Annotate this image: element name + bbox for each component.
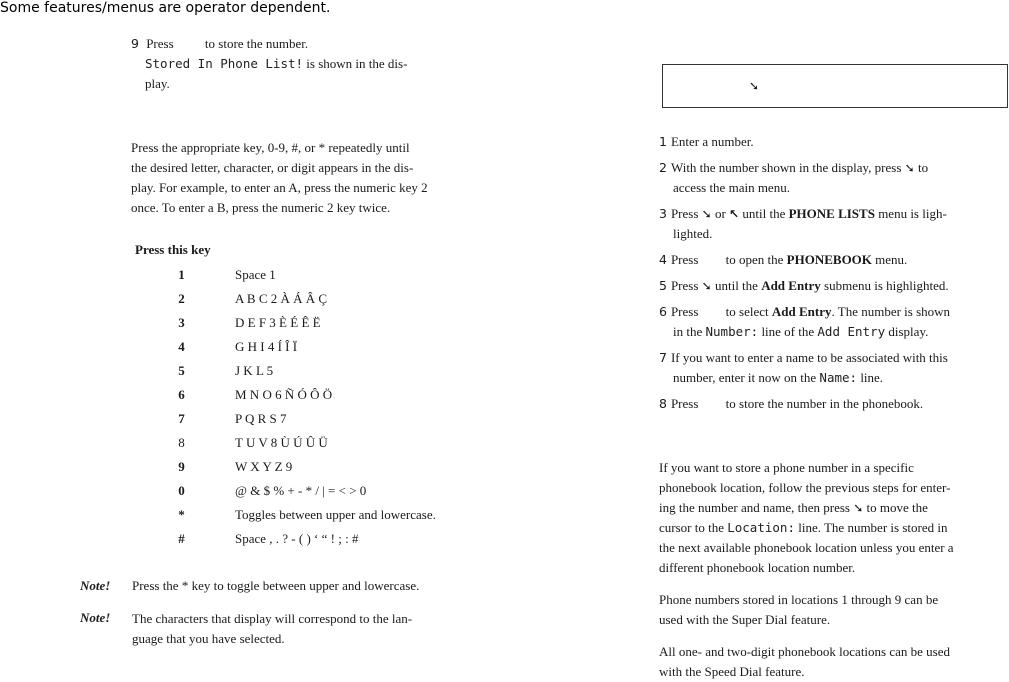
chars-cell: Space , . ? - ( ) ‘ “ ! ; : # <box>235 531 359 546</box>
step-text: Press <box>670 304 699 319</box>
step-text: play. <box>145 76 170 91</box>
step-text: in the <box>673 324 703 339</box>
chars-cell: J K L 5 <box>235 363 274 378</box>
step-text: Press <box>670 252 699 267</box>
step-number: 9 <box>131 36 139 51</box>
note-text: Press the * key to toggle between upper and lowercase. <box>132 578 420 593</box>
note-line: The characters that display will correspond to the lan- <box>132 611 413 626</box>
table-row <box>128 527 436 551</box>
menu-name: PHONEBOOK <box>786 252 872 267</box>
step-text: to <box>917 160 929 175</box>
key-cell: 8 <box>178 435 185 450</box>
note-text <box>132 609 412 649</box>
table-row <box>128 383 436 407</box>
step-text: Press <box>670 396 699 411</box>
arrow-up-left-icon: ↖ <box>729 207 740 221</box>
step-3 <box>659 204 1009 244</box>
display-illustration-box <box>662 64 1008 108</box>
step-text: to store the number in the phonebook. <box>725 396 924 411</box>
chars-cell: A B C 2 À Á Â Ç <box>235 291 328 306</box>
key-cell: 0 <box>178 483 185 498</box>
step-6 <box>659 302 1009 342</box>
step-text: or <box>714 206 726 221</box>
instructions-paragraph <box>131 138 511 218</box>
page-header: Some features/menus are operator dependent. <box>0 0 331 16</box>
paragraph-line: with the Speed Dial feature. <box>659 664 805 679</box>
key-cell: 9 <box>178 459 185 474</box>
display-field-name: Add Entry <box>817 324 886 339</box>
arrow-down-right-icon: ➘ <box>749 79 760 93</box>
step-number: 1 <box>659 134 667 149</box>
arrow-down-right-icon: ➘ <box>701 207 712 221</box>
key-character-table <box>128 263 436 551</box>
chars-cell: T U V 8 Ù Ú Û Ü <box>235 435 328 450</box>
note-label: Note! <box>80 578 111 593</box>
paragraph-line: the next available phonebook location unless you enter a <box>659 540 954 555</box>
menu-name: PHONE LISTS <box>788 206 875 221</box>
location-paragraph <box>659 458 1009 578</box>
step-text: . The number is shown <box>831 304 951 319</box>
step-number: 2 <box>659 160 667 175</box>
paragraph-line: the desired letter, character, or digit appears in the dis- <box>131 160 414 175</box>
step-5 <box>659 276 1009 296</box>
step-text: line of the <box>761 324 815 339</box>
step-number: 6 <box>659 304 667 319</box>
key-cell: * <box>178 507 185 522</box>
arrow-down-right-icon: ➘ <box>853 501 864 515</box>
chars-cell: D E F 3 È É Ê Ë <box>235 315 321 330</box>
paragraph-line: If you want to store a phone number in a specific <box>659 460 914 475</box>
step-text: display. <box>888 324 929 339</box>
step-8 <box>659 394 1009 414</box>
paragraph-line: Phone numbers stored in locations 1 through 9 can be <box>659 592 939 607</box>
step-text: lighted. <box>673 226 713 241</box>
step-2 <box>659 158 1009 198</box>
paragraph-line: play. For example, to enter an A, press the numeric key 2 <box>131 180 428 195</box>
step-text: menu. <box>875 252 908 267</box>
table-header: Press this key <box>135 242 211 257</box>
table-row <box>128 503 436 527</box>
key-cell: 4 <box>178 339 185 354</box>
step-text: Press <box>670 206 699 221</box>
table-row <box>128 359 436 383</box>
step-text: to open the <box>725 252 784 267</box>
note-line: guage that you have selected. <box>132 631 285 646</box>
step-text: to select <box>725 304 769 319</box>
step-4 <box>659 250 1009 270</box>
super-dial-paragraph <box>659 590 1009 630</box>
chars-cell: Space 1 <box>235 267 276 282</box>
paragraph-line: phonebook location, follow the previous steps for enter- <box>659 480 951 495</box>
chars-cell: W X Y Z 9 <box>235 459 293 474</box>
paragraph-line: once. To enter a B, press the numeric 2 key twice. <box>131 200 391 215</box>
key-cell: 2 <box>178 291 185 306</box>
key-cell: 1 <box>178 267 185 282</box>
arrow-down-right-icon: ➘ <box>904 161 915 175</box>
chars-cell: M N O 6 Ñ Ó Ô Ö <box>235 387 333 402</box>
key-cell: 5 <box>178 363 185 378</box>
arrow-down-right-icon: ➘ <box>701 279 712 293</box>
chars-cell: G H I 4 Í Î Ï <box>235 339 298 354</box>
table-row <box>128 263 436 287</box>
step-number: 4 <box>659 252 667 267</box>
display-field-name: Name: <box>819 370 858 385</box>
paragraph-line: Press the appropriate key, 0-9, #, or * repeatedly until <box>131 140 410 155</box>
table-row <box>128 431 436 455</box>
step-text: access the main menu. <box>673 180 790 195</box>
step-7 <box>659 348 1009 388</box>
key-cell: 6 <box>178 387 185 402</box>
table-row <box>128 407 436 431</box>
paragraph-line: used with the Super Dial feature. <box>659 612 831 627</box>
step-text: number, enter it now on the <box>673 370 817 385</box>
step-text: menu is ligh- <box>878 206 947 221</box>
paragraph-text: ing the number and name, then press <box>659 500 850 515</box>
step-text: submenu is highlighted. <box>824 278 949 293</box>
table-row <box>128 335 436 359</box>
menu-name: Add Entry <box>761 278 821 293</box>
step-number: 8 <box>659 396 667 411</box>
step-number: 5 <box>659 278 667 293</box>
table-row <box>128 455 436 479</box>
paragraph-text: cursor to the <box>659 520 724 535</box>
paragraph-text: to move the <box>866 500 928 515</box>
step-text: Press <box>146 36 174 51</box>
chars-cell: Toggles between upper and lowercase. <box>235 507 436 522</box>
step-text: With the number shown in the display, press <box>670 160 902 175</box>
step-text: until the <box>714 278 758 293</box>
step-1 <box>659 132 1009 152</box>
table-row <box>128 311 436 335</box>
step-text: line. <box>860 370 884 385</box>
display-field-name: Location: <box>727 520 795 535</box>
step-number: 7 <box>659 350 667 365</box>
key-cell: 3 <box>178 315 185 330</box>
step-text: Enter a number. <box>670 134 754 149</box>
menu-name: Add Entry <box>771 304 832 319</box>
speed-dial-paragraph <box>659 642 1009 682</box>
step-text: Press <box>670 278 699 293</box>
note-label: Note! <box>80 610 111 625</box>
step-number: 3 <box>659 206 667 221</box>
display-message: Stored In Phone List! <box>145 56 304 71</box>
chars-cell: P Q R S 7 <box>235 411 287 426</box>
table-row <box>128 287 436 311</box>
display-field-name: Number: <box>705 324 759 339</box>
table-row <box>128 479 436 503</box>
paragraph-line: All one- and two-digit phonebook locations can be used <box>659 644 950 659</box>
key-cell: 7 <box>178 411 185 426</box>
key-cell: # <box>178 531 185 546</box>
chars-cell: @ & $ % + - * / | = < > 0 <box>235 483 367 498</box>
paragraph-line: different phonebook location number. <box>659 560 856 575</box>
step-text: until the <box>742 206 786 221</box>
step-text: to store the number. <box>204 36 309 51</box>
paragraph-text: line. The number is stored in <box>798 520 948 535</box>
step-text: If you want to enter a name to be associated with this <box>670 350 948 365</box>
step-text: is shown in the dis- <box>303 56 408 71</box>
step-9 <box>131 34 491 94</box>
